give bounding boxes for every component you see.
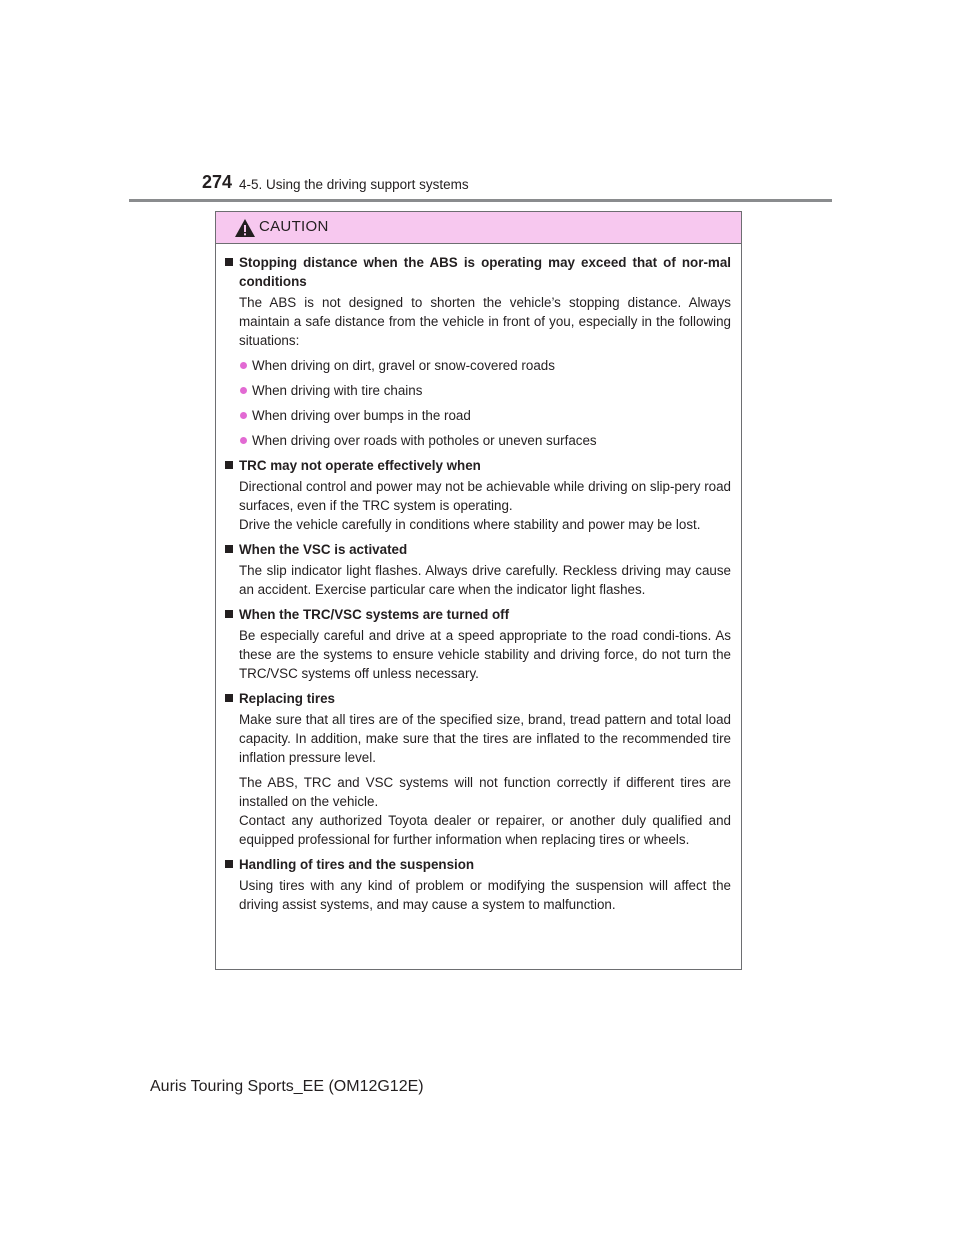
paragraph: Be especially careful and drive at a speed appropriate to the road condi-tions. As these are the systems to ensure vehicle stability and driving force, do not turn the TRC/VSC systems off unless necessary. (239, 628, 731, 681)
paragraph: The ABS is not designed to shorten the vehicle’s stopping distance. Always maintain a safe distance from the vehicle in front of you, especially in the following situations: (239, 295, 731, 348)
paragraph-line: Drive the vehicle carefully in conditions where stability and power may be lost. (239, 517, 701, 532)
topic-heading (224, 689, 731, 708)
list-item-text: When driving with tire chains (252, 383, 423, 398)
topic-heading (224, 456, 731, 475)
caution-box (215, 211, 742, 970)
topic-abs-stopping-distance (224, 253, 731, 450)
list-item-text: When driving on dirt, gravel or snow-covered roads (252, 358, 555, 373)
topic-heading-text: Stopping distance when the ABS is operating may exceed that of nor-mal conditions (239, 255, 731, 289)
paragraph: Using tires with any kind of problem or modifying the suspension will affect the driving assist systems, and may cause a system to malfunction. (239, 878, 731, 912)
paragraph: Make sure that all tires are of the specified size, brand, tread pattern and total load capacity. In addition, make sure that the tires are inflated to the recommended tire inflation pressure level. (239, 712, 731, 765)
footer-model: Auris Touring Sports_EE (OM12G12E) (150, 1078, 424, 1095)
topic-vsc-activated (224, 540, 731, 599)
topic-heading-text: Replacing tires (239, 691, 335, 706)
topic-replacing-tires (224, 689, 731, 849)
square-bullet-icon (225, 258, 233, 266)
square-bullet-icon (225, 545, 233, 553)
list-item (239, 356, 731, 375)
topic-heading (224, 540, 731, 559)
topic-heading-text: Handling of tires and the suspension (239, 857, 475, 872)
topic-trc-vsc-off (224, 605, 731, 683)
paragraph-line: Contact any authorized Toyota dealer or repairer, or another duly qualified and equipped professional for further information when replacing tires or wheels. (239, 813, 731, 847)
page-number: 274 (202, 172, 233, 192)
paragraph-line: Directional control and power may not be achievable while driving on slip-pery road surfaces, even if the TRC system is operating. (239, 479, 731, 513)
list-item (239, 381, 731, 400)
topic-heading (224, 855, 731, 874)
topic-heading-text: When the TRC/VSC systems are turned off (239, 607, 510, 622)
square-bullet-icon (225, 694, 233, 702)
topic-heading (224, 605, 731, 624)
paragraph (239, 773, 731, 849)
list-item-text: When driving over bumps in the road (252, 408, 471, 423)
warning-triangle-icon (234, 218, 256, 238)
topic-heading-text: When the VSC is activated (239, 542, 408, 557)
caution-body (216, 244, 741, 914)
list-item (239, 431, 731, 450)
square-bullet-icon (225, 461, 233, 469)
paragraph (239, 477, 731, 534)
round-bullet-icon (240, 412, 247, 419)
list-item (239, 406, 731, 425)
topic-trc-effectiveness (224, 456, 731, 534)
topic-tires-suspension (224, 855, 731, 914)
topic-heading (224, 253, 731, 291)
caution-label: CAUTION (259, 218, 329, 235)
round-bullet-icon (240, 362, 247, 369)
square-bullet-icon (225, 860, 233, 868)
topic-heading-text: TRC may not operate effectively when (239, 458, 481, 473)
header-rule (129, 199, 832, 202)
caution-header (216, 212, 741, 244)
section-title: 4-5. Using the driving support systems (239, 177, 469, 192)
round-bullet-icon (240, 387, 247, 394)
round-bullet-icon (240, 437, 247, 444)
paragraph-line: The ABS, TRC and VSC systems will not function correctly if different tires are installed on the vehicle. (239, 775, 731, 809)
paragraph: The slip indicator light flashes. Always drive carefully. Reckless driving may cause an accident. Exercise particular care when the indicator light flashes. (239, 563, 731, 597)
square-bullet-icon (225, 610, 233, 618)
list-item-text: When driving over roads with potholes or uneven surfaces (252, 433, 597, 448)
